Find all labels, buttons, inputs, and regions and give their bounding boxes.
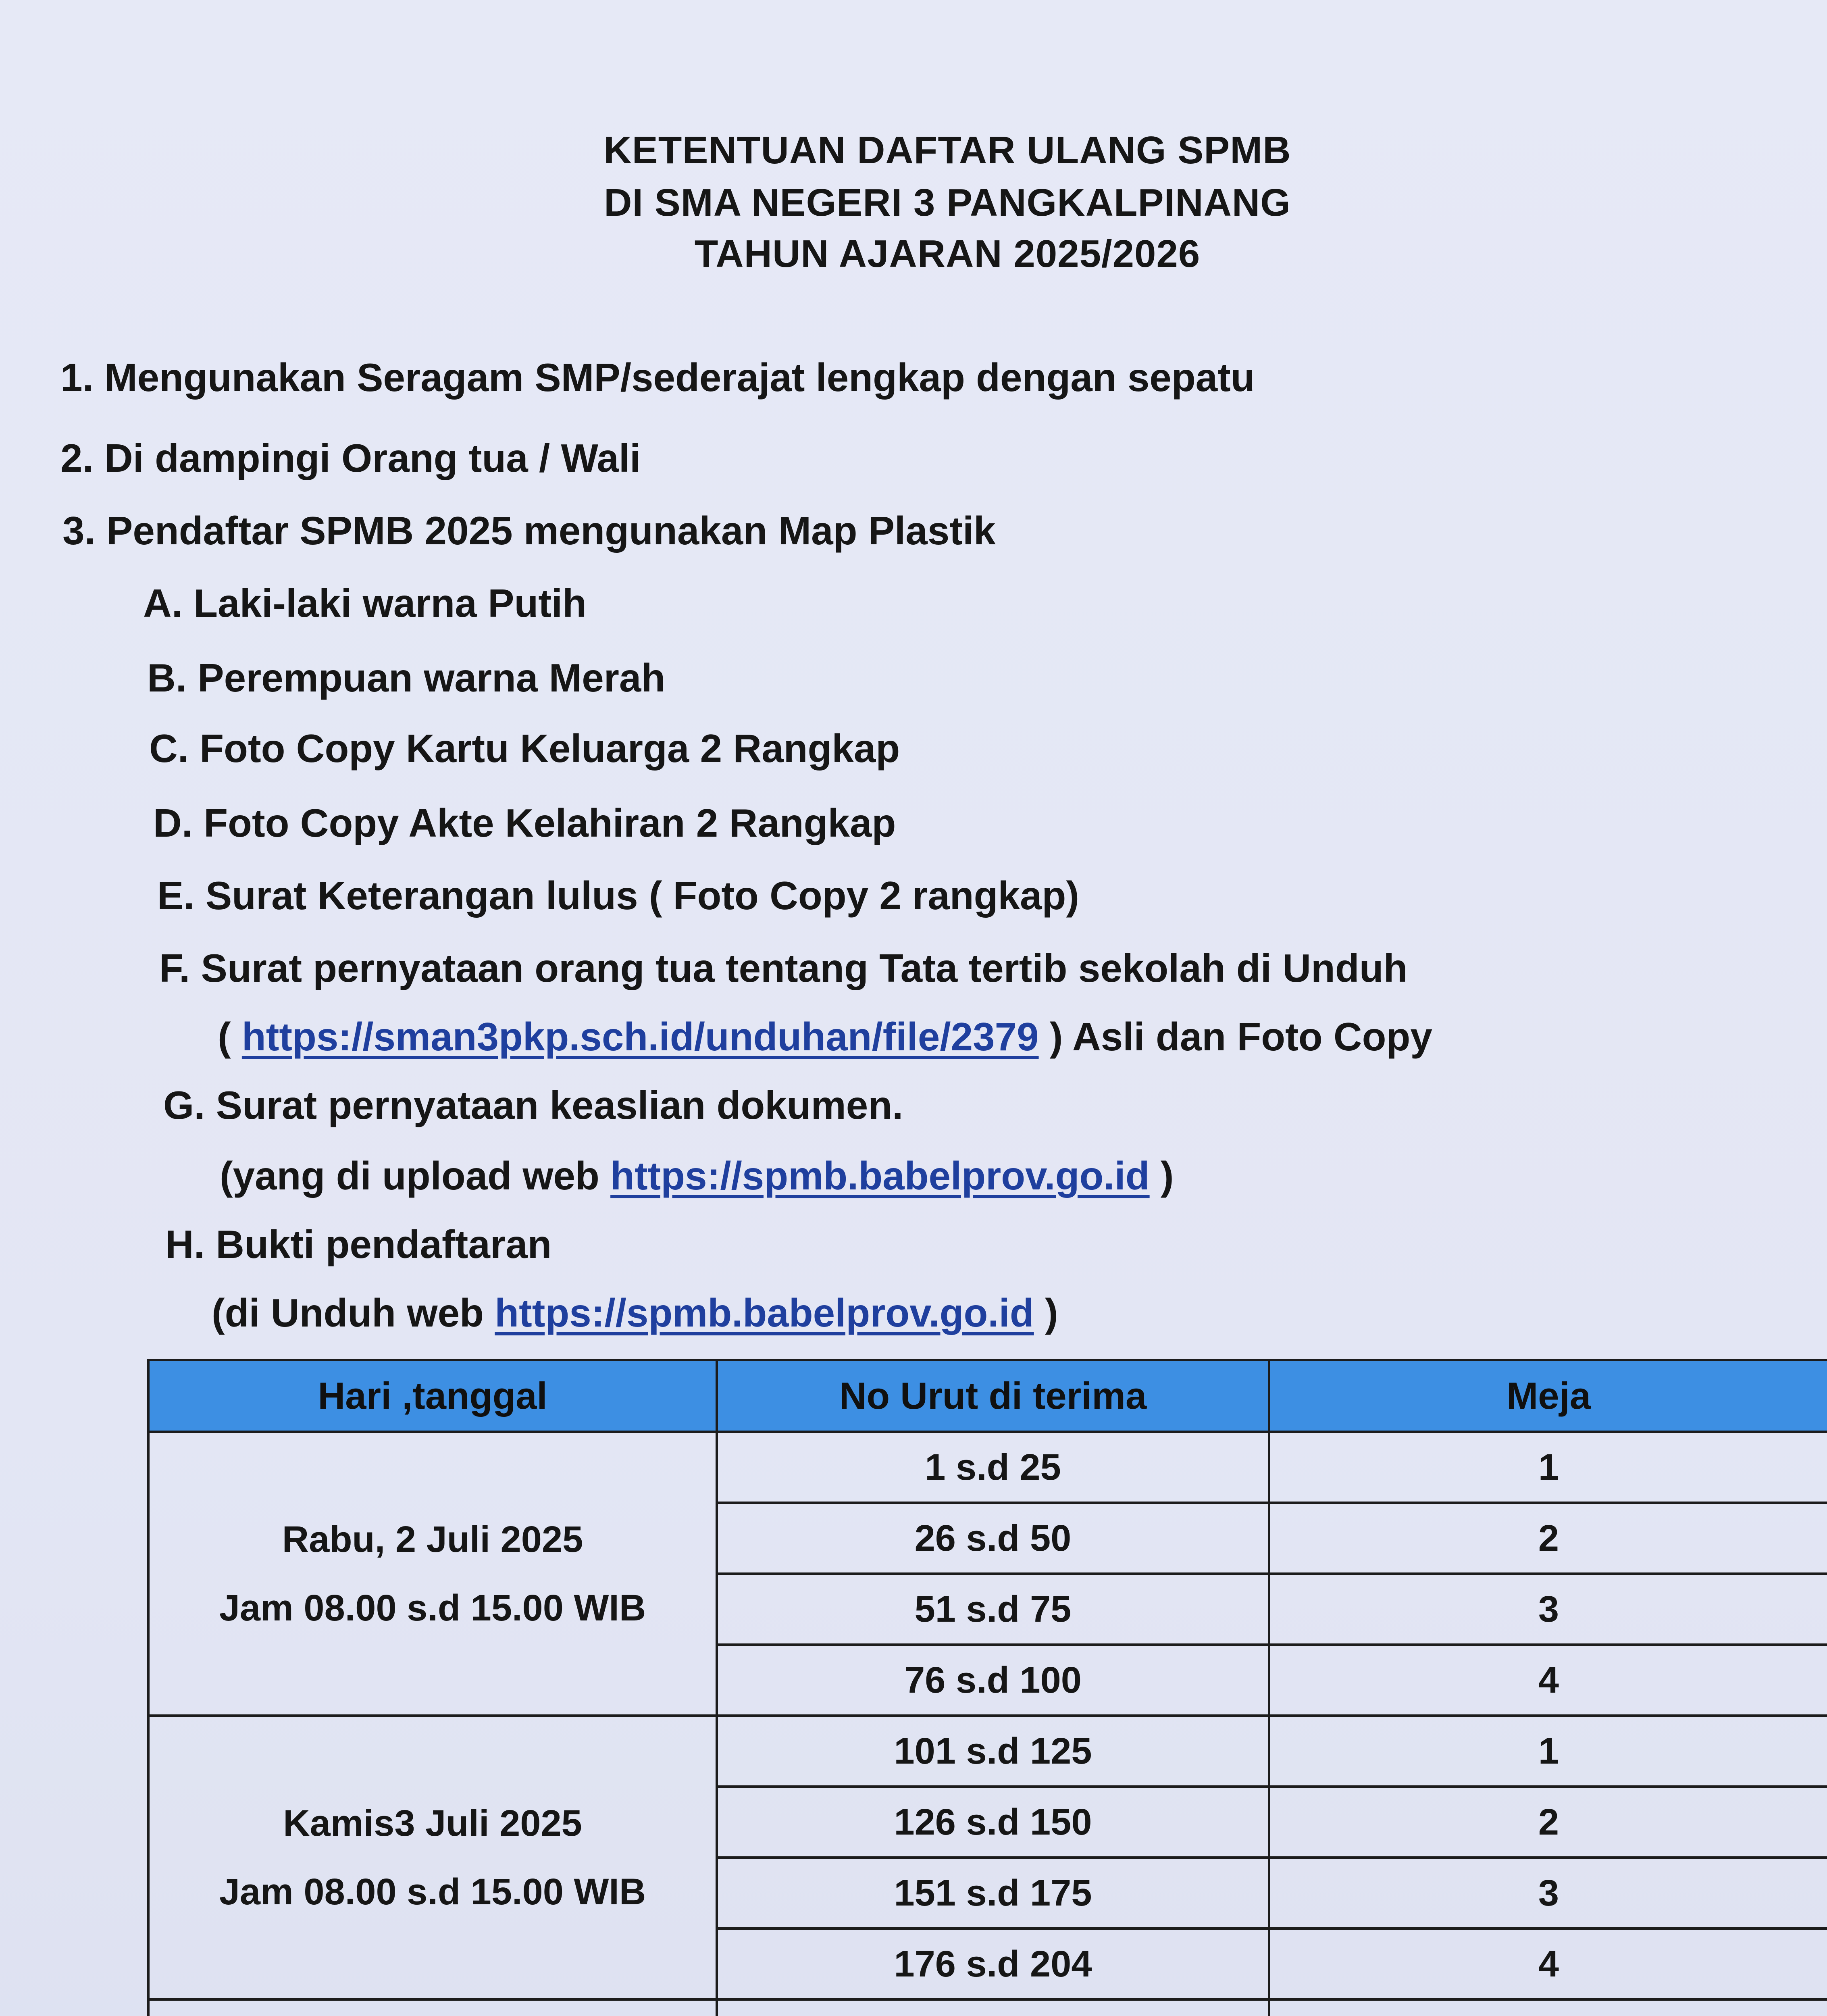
range-cell: 126 s.d 150 [717, 1787, 1269, 1858]
rule-3: 3. Pendaftar SPMB 2025 mengunakan Map Plastik [62, 508, 996, 553]
desk-cell: 1 [1269, 1432, 1827, 1503]
rule-3f-link-line [218, 1014, 1432, 1060]
range-cell: 26 s.d 50 [717, 1503, 1269, 1574]
paren-close: ) [1149, 1154, 1174, 1198]
range-cell [717, 1999, 1269, 2016]
range-cell: 76 s.d 100 [717, 1645, 1269, 1716]
doc-subtitle-year: TAHUN AJARAN 2025/2026 [694, 232, 1201, 275]
rule-1: 1. Mengunakan Seragam SMP/sederajat lengkap dengan sepatu [60, 355, 1255, 400]
rule-3h-link-line [212, 1290, 1058, 1336]
rule-3h: H. Bukti pendaftaran [165, 1222, 552, 1266]
desk-cell: 2 [1269, 1787, 1827, 1858]
schedule-table [147, 1359, 1827, 2016]
range-cell: 176 s.d 204 [717, 1929, 1269, 1999]
doc-subtitle-school: DI SMA NEGERI 3 PANGKALPINANG [604, 181, 1291, 224]
time-label: Jam 08.00 s.d 15.00 WIB [219, 1587, 646, 1629]
rule-3e: E. Surat Keterangan lulus ( Foto Copy 2 rangkap) [157, 873, 1079, 918]
day-label: Kamis3 Juli 2025 [283, 1803, 582, 1844]
range-cell: 101 s.d 125 [717, 1716, 1269, 1787]
table-row [148, 1999, 1827, 2016]
paren-open: ( [218, 1014, 242, 1059]
col-header-desk: Meja [1269, 1360, 1827, 1432]
spmb-upload-link[interactable]: https://spmb.babelprov.go.id [610, 1154, 1150, 1198]
day-cell [148, 1432, 717, 1716]
desk-cell: 1 [1269, 1716, 1827, 1787]
range-cell: 1 s.d 25 [717, 1432, 1269, 1503]
desk-cell: 3 [1269, 1574, 1827, 1645]
rule-3c: C. Foto Copy Kartu Keluarga 2 Rangkap [149, 726, 900, 771]
range-cell: 151 s.d 175 [717, 1858, 1269, 1929]
table-row [148, 1716, 1827, 1787]
rule-3d: D. Foto Copy Akte Kelahiran 2 Rangkap [153, 801, 896, 845]
spmb-download-link[interactable]: https://spmb.babelprov.go.id [495, 1291, 1034, 1335]
paren-close-h: ) [1034, 1291, 1058, 1335]
time-label: Jam 08.00 s.d 15.00 WIB [219, 1871, 646, 1912]
range-cell: 51 s.d 75 [717, 1574, 1269, 1645]
table-header-row [148, 1360, 1827, 1432]
rule-2: 2. Di dampingi Orang tua / Wali [60, 436, 641, 480]
day-label: Rabu, 2 Juli 2025 [282, 1519, 583, 1560]
day-cell [148, 1716, 717, 1999]
table-row [148, 1432, 1827, 1503]
rule-3g: G. Surat pernyataan keaslian dokumen. [163, 1083, 903, 1127]
desk-cell: 2 [1269, 1503, 1827, 1574]
desk-cell: 3 [1269, 1858, 1827, 1929]
day-cell [148, 1999, 717, 2016]
tata-tertib-link[interactable]: https://sman3pkp.sch.id/unduhan/file/2379 [241, 1014, 1039, 1059]
desk-cell: 4 [1269, 1929, 1827, 1999]
doc-title: KETENTUAN DAFTAR ULANG SPMB [603, 129, 1291, 172]
col-header-number: No Urut di terima [717, 1360, 1269, 1432]
rule-3b: B. Perempuan warna Merah [147, 656, 666, 700]
desk-cell [1269, 1999, 1827, 2016]
rule-3a: A. Laki-laki warna Putih [143, 581, 587, 625]
rule-3f: F. Surat pernyataan orang tua tentang Tata tertib sekolah di Unduh [159, 946, 1408, 990]
upload-web-text: (yang di upload web [220, 1154, 611, 1198]
desk-cell: 4 [1269, 1645, 1827, 1716]
col-header-day: Hari ,tanggal [148, 1360, 717, 1432]
download-web-text: (di Unduh web [212, 1291, 495, 1335]
day-label [150, 2004, 716, 2016]
paren-close-text: ) Asli dan Foto Copy [1038, 1014, 1432, 1059]
rule-3g-link-line [220, 1153, 1174, 1199]
